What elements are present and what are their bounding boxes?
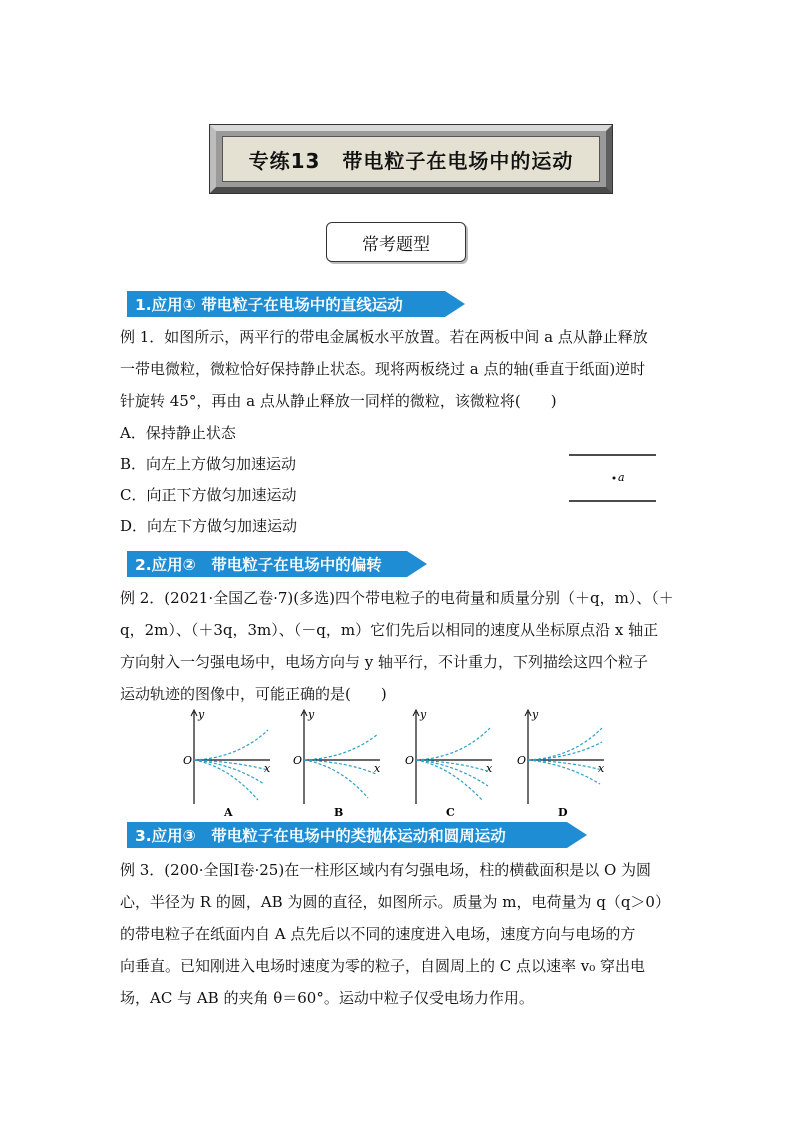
ex1-line-2: 一带电微粒，微粒恰好保持静止状态。现将两板绕过 a 点的轴(垂直于纸面)逆时 xyxy=(120,360,646,378)
ex2-line-3: 方向射入一匀强电场中，电场方向与 y 轴平行，不计重力，下列描绘这四个粒子 xyxy=(120,653,649,671)
graph-d-label: D xyxy=(558,806,568,819)
ex3-line-4: 向垂直。已知刚进入电场时速度为零的粒子，自圆周上的 C 点以速率 v₀ 穿出电 xyxy=(120,957,646,975)
graph-d-origin: O xyxy=(517,754,527,767)
ex3-line-5: 场，AC 与 AB 的夹角 θ＝60°。运动中粒子仅受电场力作用。 xyxy=(120,989,534,1007)
graph-b xyxy=(288,708,388,820)
ex1-line-1: 例 1．如图所示，两平行的带电金属板水平放置。若在两板中间 a 点从静止释放 xyxy=(120,328,648,346)
graph-a-x-label: x xyxy=(264,762,271,775)
graph-b-origin: O xyxy=(293,754,303,767)
ex1-option-b: B．向左上方做匀加速运动 xyxy=(120,455,297,473)
section-3-header xyxy=(127,822,567,848)
ex2-line-4: 运动轨迹的图像中，可能正确的是( ) xyxy=(120,685,387,703)
title-plaque xyxy=(210,125,612,193)
ex2-line-1: 例 2．(2021·全国乙卷·7)(多选)四个带电粒子的电荷量和质量分别（＋q，m）、（＋ xyxy=(120,589,674,607)
point-a xyxy=(613,477,616,480)
graph-a-y-label: y xyxy=(198,708,205,721)
ex1-option-a: A．保持静止状态 xyxy=(120,424,236,442)
title-main: 带电粒子在电场中的运动 xyxy=(342,148,574,173)
parallel-plates-diagram xyxy=(566,448,660,508)
ex1-line-3: 针旋转 45°，再由 a 点从静止释放一同样的微粒，该微粒将( ) xyxy=(120,392,557,410)
graph-b-label: B xyxy=(334,806,344,819)
point-a-label: a xyxy=(618,471,625,484)
graph-a xyxy=(178,708,278,820)
title-prefix: 专练13 xyxy=(248,148,321,173)
section-1-label: 1.应用① 带电粒子在电场中的直线运动 xyxy=(135,296,403,314)
graph-c-label: C xyxy=(446,806,455,819)
graph-b-x-label: x xyxy=(374,762,381,775)
graph-a-origin: O xyxy=(183,754,193,767)
graph-d xyxy=(512,708,612,820)
graph-c xyxy=(400,708,500,820)
ex1-option-d: D．向左下方做匀加速运动 xyxy=(120,517,298,535)
graph-c-x-label: x xyxy=(486,762,493,775)
ex1-option-c: C．向正下方做匀加速运动 xyxy=(120,486,297,504)
section-2-header xyxy=(127,551,407,577)
question-type-box: 常考题型 xyxy=(326,222,466,262)
section-1-header xyxy=(127,291,445,317)
ex2-line-2: q，2m）、（＋3q，3m）、（－q，m）它们先后以相同的速度从坐标原点沿 x 轴正 xyxy=(120,621,659,639)
graph-c-origin: O xyxy=(405,754,415,767)
graph-d-x-label: x xyxy=(598,762,605,775)
ex3-line-2: 心，半径为 R 的圆，AB 为圆的直径，如图所示。质量为 m，电荷量为 q（q＞0） xyxy=(120,893,670,911)
ex3-line-3: 的带电粒子在纸面内自 A 点先后以不同的速度进入电场，速度方向与电场的方 xyxy=(120,925,636,943)
graph-b-y-label: y xyxy=(308,708,315,721)
section-2-label: 2.应用② 带电粒子在电场中的偏转 xyxy=(135,556,382,574)
section-3-label: 3.应用③ 带电粒子在电场中的类抛体运动和圆周运动 xyxy=(135,827,506,845)
graph-c-y-label: y xyxy=(420,708,427,721)
ex3-line-1: 例 3．(200·全国Ⅰ卷·25)在一柱形区域内有匀强电场，柱的横截面积是以 O 为圆 xyxy=(120,861,652,879)
graph-a-label: A xyxy=(224,806,233,819)
graph-d-y-label: y xyxy=(532,708,539,721)
page-title xyxy=(222,136,600,182)
